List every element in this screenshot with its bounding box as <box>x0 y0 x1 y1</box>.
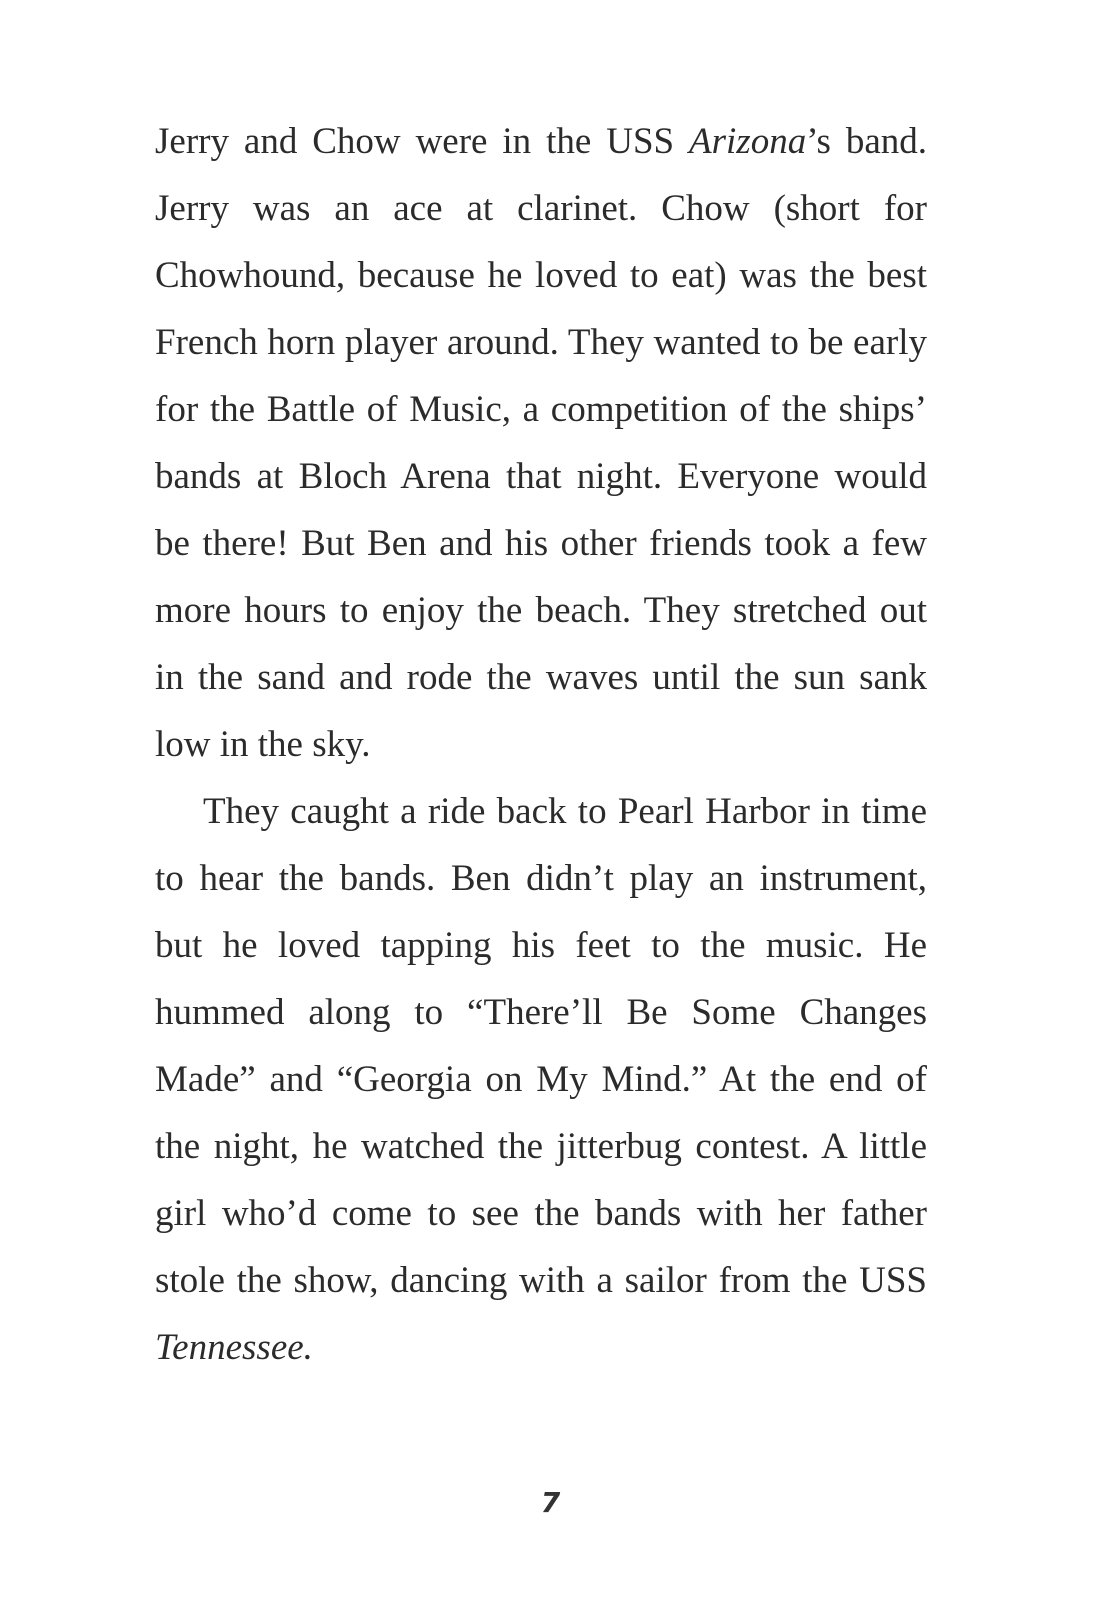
paragraph-1 <box>155 108 927 778</box>
paragraph-1-text-continued: ’s band. Jerry was an ace at clarinet. Chow (short for Chowhound, because he loved to eat) was the best French horn player around. They wanted to be early for the Battle of Music, a competition of the ships’ bands at Bloch Arena that night. Everyone would be there! But Ben and his other friends took a few more hours to enjoy the beach. They stretched out in the sand and rode the waves until the sun sank low in the sky. <box>155 121 927 765</box>
page-number: 7 <box>540 1486 561 1519</box>
body-text <box>155 108 927 1381</box>
ship-name-tennessee: Tennessee. <box>155 1327 313 1368</box>
paragraph-2 <box>155 778 927 1381</box>
ship-name-arizona: Arizona <box>689 121 807 162</box>
paragraph-2-text: They caught a ride back to Pearl Harbor in time to hear the bands. Ben didn’t play an instrument, but he loved tapping his feet to the music. He hummed along to “There’ll Be Some Changes Made” and “Georgia on My Mind.” At the end of the night, he watched the jitterbug contest. A little girl who’d come to see the bands with her father stole the show, dancing with a sailor from the USS <box>155 791 927 1301</box>
paragraph-1-text: Jerry and Chow were in the USS <box>155 121 690 162</box>
